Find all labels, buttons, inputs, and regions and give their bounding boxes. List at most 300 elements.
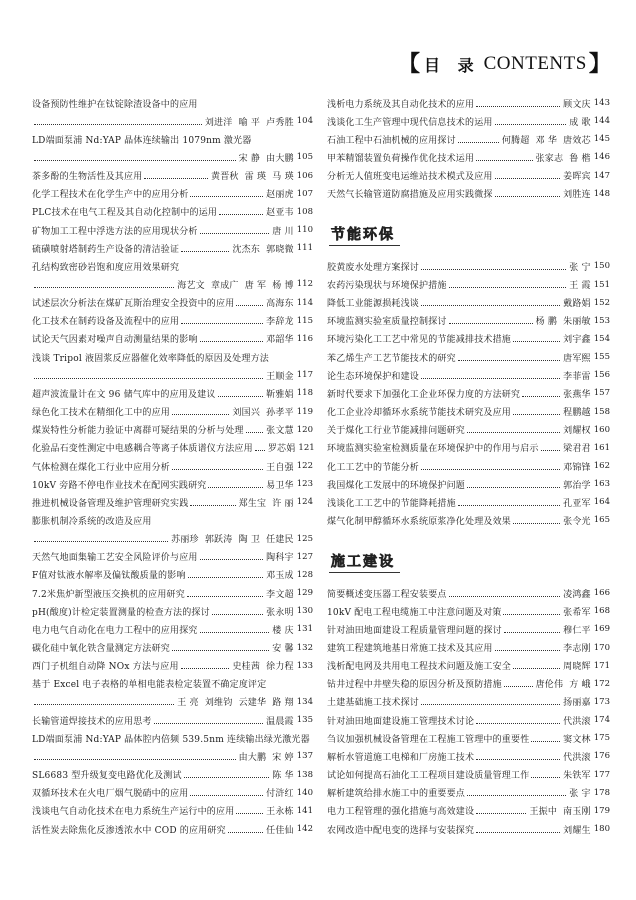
entry-title-line [327,439,610,457]
entry-title: 长输管道焊接技术的应用思考 [32,716,152,727]
toc-entry [32,294,313,312]
entry-authors: 代洪滚 [563,752,591,763]
entry-title-line [327,711,610,729]
leader-dots [34,541,168,542]
entry-byline [32,148,313,166]
entry-title: 化工工艺中的节能分析 [327,462,420,473]
entry-title: 新时代要求下加强化工企业环保力度的方法研究 [327,389,521,400]
entry-page: 176 [593,751,610,762]
entry-page: 158 [593,406,610,417]
entry-title-line [327,366,610,384]
entry-authors: 张希军 [563,607,591,618]
entry-title: 推进机械设备管理及维护管理研究实践 [32,498,189,509]
leader-dots [458,360,560,361]
entry-title: LD端面泵浦 Nd:YAP 晶体腔内倍频 539.5nm 连续输出绿光激光器 [32,734,310,745]
entry-authors: 李文超 [266,589,294,600]
entry-page: 178 [593,787,610,798]
entry-title: 关于煤化工行业节能减排问题研究 [327,426,466,437]
entry-title: 农网改造中配电变的选择与安装探究 [327,825,475,836]
entry-title-line [327,475,610,493]
entry-page: 162 [593,461,610,471]
entry-title-line [327,130,610,148]
toc-entry [32,493,313,511]
entry-title: F值对钛液水解率及偏钛酸质量的影响 [32,571,186,582]
leader-dots [34,287,174,288]
entry-title: 胶黄废水处理方案探讨 [327,262,420,273]
entry-authors: 周晓辉 [563,662,591,673]
toc-entry [32,729,313,765]
toc-left-column [32,0,313,900]
entry-authors: 唐 川 [272,226,294,237]
entry-title-line [32,711,313,729]
contents-title-cn: 目 录 [424,55,480,75]
entry-title-line [327,312,610,330]
leader-dots [208,487,263,488]
toc-entry [32,330,313,348]
entry-page: 133 [296,660,313,671]
leader-dots [200,632,270,633]
entry-title: 刍议加强机械设备管理在工程施工管理中的重要性 [327,734,530,745]
entry-page: 134 [296,696,313,707]
entry-page: 128 [296,569,313,580]
entry-authors: 赵丽虎 [266,190,294,201]
entry-authors: 罗芯娟 [267,444,296,455]
entry-title-line [32,548,313,566]
leader-dots [34,759,236,760]
entry-page: 152 [593,297,610,308]
entry-title: 农药污染现状与环境保护措施 [327,281,447,291]
entry-page: 151 [593,279,610,290]
entry-title: 石油工程中石油机械的应用探讨 [327,135,456,146]
entry-title: 设备预防性维护在钛锭除渣设备中的应用 [32,99,198,110]
entry-title: 解析建筑给排水施工中的重要要点 [327,789,466,800]
leader-dots [504,632,560,633]
entry-title: 浅谈 Tripol 液固浆反应器催化效率降低的原因及处理方法 [32,353,269,364]
entry-page: 172 [593,678,610,689]
entry-page: 138 [296,769,313,780]
entry-title: 硫磺喷射塔制药生产设备的清洁验证 [32,244,180,255]
entry-authors: 刘国兴 孙孝平 [232,408,294,419]
toc-entry [327,130,610,148]
toc-entry [32,457,313,475]
entry-title: 我国煤化工发展中的环境保护问题 [327,480,466,491]
entry-title: 煤气化制甲醇循环水系统原浆净化处理及效果 [327,516,512,527]
entry-page: 174 [593,715,610,726]
leader-dots [476,723,560,724]
entry-page: 125 [296,533,313,544]
entry-byline [32,693,313,711]
toc-entry [32,221,313,239]
toc-entry [327,112,610,130]
entry-page: 141 [296,805,313,816]
leader-dots [154,723,264,724]
entry-title: 苯乙烯生产工艺节能技术的研究 [327,353,456,364]
entry-title-line [327,639,610,657]
leader-dots [144,178,208,179]
entry-authors: 刘宇鑫 [563,335,591,346]
entry-title: 环境污染化工工艺中常见的节能减排技术措施 [327,335,512,346]
leader-dots [467,432,560,433]
entry-title-line [327,657,610,675]
entry-title-line [327,693,610,711]
leader-dots [449,323,533,324]
entry-title: 化工技术在制药设备及流程中的应用 [32,317,180,328]
entry-title-line [327,167,610,185]
leader-dots [421,704,560,705]
toc-entry [327,276,610,294]
section-heading: 施工建设 [329,550,400,573]
entry-title-line [32,511,313,529]
entry-authors: 刘耀生 [563,825,591,836]
toc-entry [327,584,610,602]
toc-entry [327,675,610,693]
entry-authors: 郑生宝 许 丽 [238,498,294,509]
toc-entry [32,94,313,130]
entry-title: 碳化硅中氧化铁含量测定方法研究 [32,644,171,654]
entry-title: 试论天气因素对噪声自动测量结果的影响 [32,335,198,346]
entry-title-line [32,766,313,784]
entry-title-line [32,457,313,475]
entry-title-line [32,348,313,366]
entry-authors: 刘胜连 [563,190,591,201]
leader-dots [228,832,263,833]
entry-title: 浅析配电网及共用电工程技术问题及施工安全 [327,662,512,673]
entry-authors: 唐伦伟 方 峨 [535,680,591,691]
entry-page: 145 [593,134,610,145]
leader-dots [188,577,264,578]
entry-authors: 李辞龙 [266,317,294,328]
entry-title-line [32,257,313,275]
entry-title: 化验品石变性测定中电感耦合等离子体质谱仪方法应用 [32,444,253,455]
entry-authors: 赵亚韦 [266,208,294,219]
entry-title-line [32,493,313,511]
entry-title-line [327,820,610,838]
leader-dots [236,813,263,814]
leader-dots [458,142,499,143]
entry-page: 118 [296,388,313,399]
leader-dots [200,341,264,342]
entry-authors: 姜晖宾 [563,172,591,183]
entry-title: 浅析电力系统及其自动化技术的应用 [327,99,475,110]
entry-title-line [327,348,610,366]
toc-entry [327,802,610,820]
entry-authors: 邓锦锋 [563,462,591,473]
entry-title: 10kV 旁路不停电作业技术在配网实践研究 [32,480,207,491]
entry-title-line [32,657,313,675]
entry-title-line [32,239,313,257]
entry-title: 甲苯精馏装置负荷操作优化技术运用 [327,153,475,164]
entry-authors: 安 馨 [272,644,294,654]
entry-authors: 张令光 [563,516,591,527]
toc-entry [32,185,313,203]
entry-page: 170 [593,642,610,653]
entry-authors: 沈杰东 郭晓微 [232,244,294,255]
leader-dots [476,813,526,814]
leader-dots [449,596,561,597]
entry-title: 双循环技术在火电厂烟气脱硝中的应用 [32,789,189,800]
entry-title: 电力电气自动化在电力工程中的应用探究 [32,625,198,636]
entry-title: 化学工程技术在化学生产中的应用分析 [32,190,189,201]
toc-entry [32,312,313,330]
toc-entry [32,203,313,221]
entry-page: 130 [296,606,313,617]
entry-authors: 温晨霞 [266,716,294,727]
entry-authors: 成 歌 [569,117,591,128]
leader-dots [513,523,560,524]
leader-dots [34,124,202,125]
entry-title-line [327,330,610,348]
leader-dots [246,432,264,433]
entry-page: 108 [296,206,313,217]
entry-title: 活性炭去除焦化反渗透浓水中 COD 的应用研究 [32,825,226,836]
entry-page: 114 [296,297,313,308]
entry-title-line [327,511,610,529]
entry-title-line [32,167,313,185]
entry-page: 127 [296,551,313,562]
entry-title: 基于 Excel 电子表格的单相电能表检定装置不确定度评定 [32,680,267,691]
entry-page: 124 [296,497,313,508]
leader-dots [503,614,560,615]
leader-dots [513,668,560,669]
entry-title-line [32,439,313,457]
entry-byline [32,112,313,130]
leader-dots [190,795,263,796]
toc-entry [327,257,610,275]
entry-authors: 宋 静 由大鹏 [238,153,294,164]
entry-title-line [32,130,313,148]
toc-entry [327,403,610,421]
entry-title-line [32,203,313,221]
entry-title-line [32,384,313,402]
toc-entry [327,784,610,802]
entry-title: 分析无人值班变电运维站技术模式及应用 [327,172,493,183]
entry-authors: 任佳仙 [266,825,294,836]
entry-authors: 唐军熙 [563,353,591,364]
entry-title: 10kV 配电工程电缆施工中注意问题及对策 [327,607,502,618]
entry-title-line [327,185,610,203]
entry-authors: 刘耀权 [563,426,591,437]
toc-entry [327,167,610,185]
entry-page: 154 [593,333,610,344]
entry-byline [32,530,313,548]
entry-title: 7.2米焦炉新型液压交换机的应用研究 [32,589,185,600]
leader-dots [495,196,561,197]
entry-page: 111 [296,243,313,254]
toc-entry [32,784,313,802]
leader-dots [531,741,560,742]
entry-title-line [327,729,610,747]
leader-dots [476,160,532,161]
entry-authors: 郭治学 [563,480,591,491]
entry-title-line [32,802,313,820]
entry-authors: 穆仁平 [563,625,591,636]
toc-entry [32,566,313,584]
entry-page: 164 [593,497,610,508]
entry-byline [32,366,313,384]
entry-title-line [327,457,610,475]
entry-page: 173 [593,696,610,707]
entry-title: 煤炭特性分析能力验证中离群可疑结果的分析与处理 [32,426,244,437]
entry-title-line [327,276,610,294]
leader-dots [513,414,560,415]
entry-title: 西门子机组自动降 NOx 方法与应用 [32,662,179,673]
entry-page: 144 [593,116,610,127]
leader-dots [522,396,560,397]
entry-page: 142 [296,824,313,834]
entry-page: 161 [593,442,610,453]
leader-dots [34,160,236,161]
entry-title-line [327,602,610,620]
entry-page: 146 [593,152,610,163]
entry-title-line [32,602,313,620]
entry-page: 104 [296,116,313,127]
entry-title-line [32,639,313,657]
leader-dots [181,668,230,669]
entry-authors: 陶科宇 [266,553,294,564]
entry-authors: 程鹏越 [563,408,591,419]
entry-authors: 刘进洋 喻 平 卢秀胜 [204,117,294,128]
entry-title: pH(酸度)计检定装置测量的检查方法的探讨 [32,607,210,618]
toc-entry [327,330,610,348]
entry-title-line [32,620,313,638]
toc-entry [32,602,313,620]
leader-dots [476,759,560,760]
leader-dots [467,795,566,796]
entry-authors: 易卫华 [266,480,294,491]
entry-title: 试论如何提高石油化工工程项目建设质量管理工作 [327,771,530,782]
entry-authors: 海艺文 章成广 唐 军 杨 博 [177,280,294,291]
toc-entry [32,620,313,638]
leader-dots [421,469,560,470]
leader-dots [184,777,270,778]
toc-entry [327,421,610,439]
entry-authors: 张文慧 [266,426,294,437]
leader-dots [476,832,560,833]
leader-dots [531,777,560,778]
toc-entry [32,130,313,166]
entry-authors: 代洪滚 [563,716,591,727]
toc-entry [327,747,610,765]
entry-page: 120 [296,424,313,435]
entry-authors: 张 宁 [569,262,591,273]
entry-authors: 顾文庆 [563,99,591,110]
entry-page: 112 [296,279,313,290]
toc-entry [327,294,610,312]
entry-page: 156 [593,370,610,381]
entry-title: 建筑工程建筑地基日常施工技术及其应用 [327,644,493,654]
entry-authors: 戴路娟 [563,299,591,310]
toc-entry [327,729,610,747]
entry-authors: 王振中 南玉刚 [529,807,591,818]
entry-title-line [32,185,313,203]
entry-title: 土建基础施工技术探讨 [327,698,420,709]
section-heading: 节能环保 [329,223,400,246]
entry-title-line [32,675,313,693]
entry-title: 矿物加工工程中浮选方法的应用现状分析 [32,226,198,237]
entry-title: 浅谈电气自动化技术在电力系统生产运行中的应用 [32,807,235,818]
entry-title-line [32,729,313,747]
entry-page: 137 [296,751,313,762]
entry-page: 175 [593,733,610,744]
entry-authors: 杨 鹏 朱丽敏 [535,317,591,328]
toc-entry [32,257,313,293]
entry-authors: 王 霞 [569,281,591,291]
leader-dots [495,124,567,125]
entry-title-line [32,221,313,239]
toc-entry [327,94,610,112]
entry-title: LD端面泵浦 Nd:YAP 晶体连续输出 1079nm 激光器 [32,135,252,146]
entry-title-line [327,493,610,511]
toc-entry [327,711,610,729]
entry-title: SL6683 型升级复变电路优化及测试 [32,771,182,782]
entry-title: 茶多酚的生物活性及其应用 [32,172,143,183]
toc-entry [32,439,313,457]
entry-title-line [327,766,610,784]
leader-dots [421,305,560,306]
entry-title-line [32,820,313,838]
leader-dots [181,251,229,252]
entry-title-line [327,421,610,439]
leader-dots [421,378,560,379]
entry-title-line [32,312,313,330]
entry-authors: 楼 庆 [272,625,294,636]
entry-authors: 张 宇 [569,789,591,800]
leader-dots [495,178,561,179]
leader-dots [467,487,560,488]
toc-entry [32,802,313,820]
leader-dots [255,450,265,451]
entry-page: 129 [296,588,313,599]
toc-entry [327,511,610,529]
entry-title: 降低工业能源损耗浅谈 [327,299,420,310]
entry-authors: 朱铁军 [563,771,591,782]
leader-dots [187,596,263,597]
entry-page: 150 [593,261,610,272]
entry-authors: 邓韶华 [266,335,294,346]
entry-page: 171 [593,660,610,671]
entry-title-line [327,584,610,602]
entry-title: 超声波流量计在文 96 储气库中的应用及建议 [32,389,216,400]
leader-dots [218,396,264,397]
leader-dots [541,450,561,451]
entry-byline [32,275,313,293]
toc-entry [32,711,313,729]
entry-title: 浅谈化工工艺中的节能降耗措施 [327,498,456,509]
toc-entry [327,312,610,330]
entry-authors: 王自强 [266,462,294,473]
toc-entry [327,639,610,657]
toc-entry [32,548,313,566]
entry-authors: 张燕华 [563,389,591,400]
toc-entry [327,457,610,475]
toc-entry [32,384,313,402]
entry-page: 131 [296,624,313,635]
entry-title: 天然气地面集输工艺安全风险评价与应用 [32,553,198,564]
entry-title: 环境监测实验室质量控制探讨 [327,317,447,328]
entry-title-line [327,403,610,421]
entry-title-line [327,112,610,130]
entry-page: 106 [296,170,313,181]
toc-entry [32,421,313,439]
entry-authors: 付浒红 [266,789,294,800]
entry-authors: 张永明 [266,607,294,618]
toc-entry [32,766,313,784]
entry-page: 140 [296,787,313,798]
entry-title-line [32,94,313,112]
entry-byline [32,747,313,765]
entry-title-line [327,784,610,802]
entry-title-line [32,330,313,348]
